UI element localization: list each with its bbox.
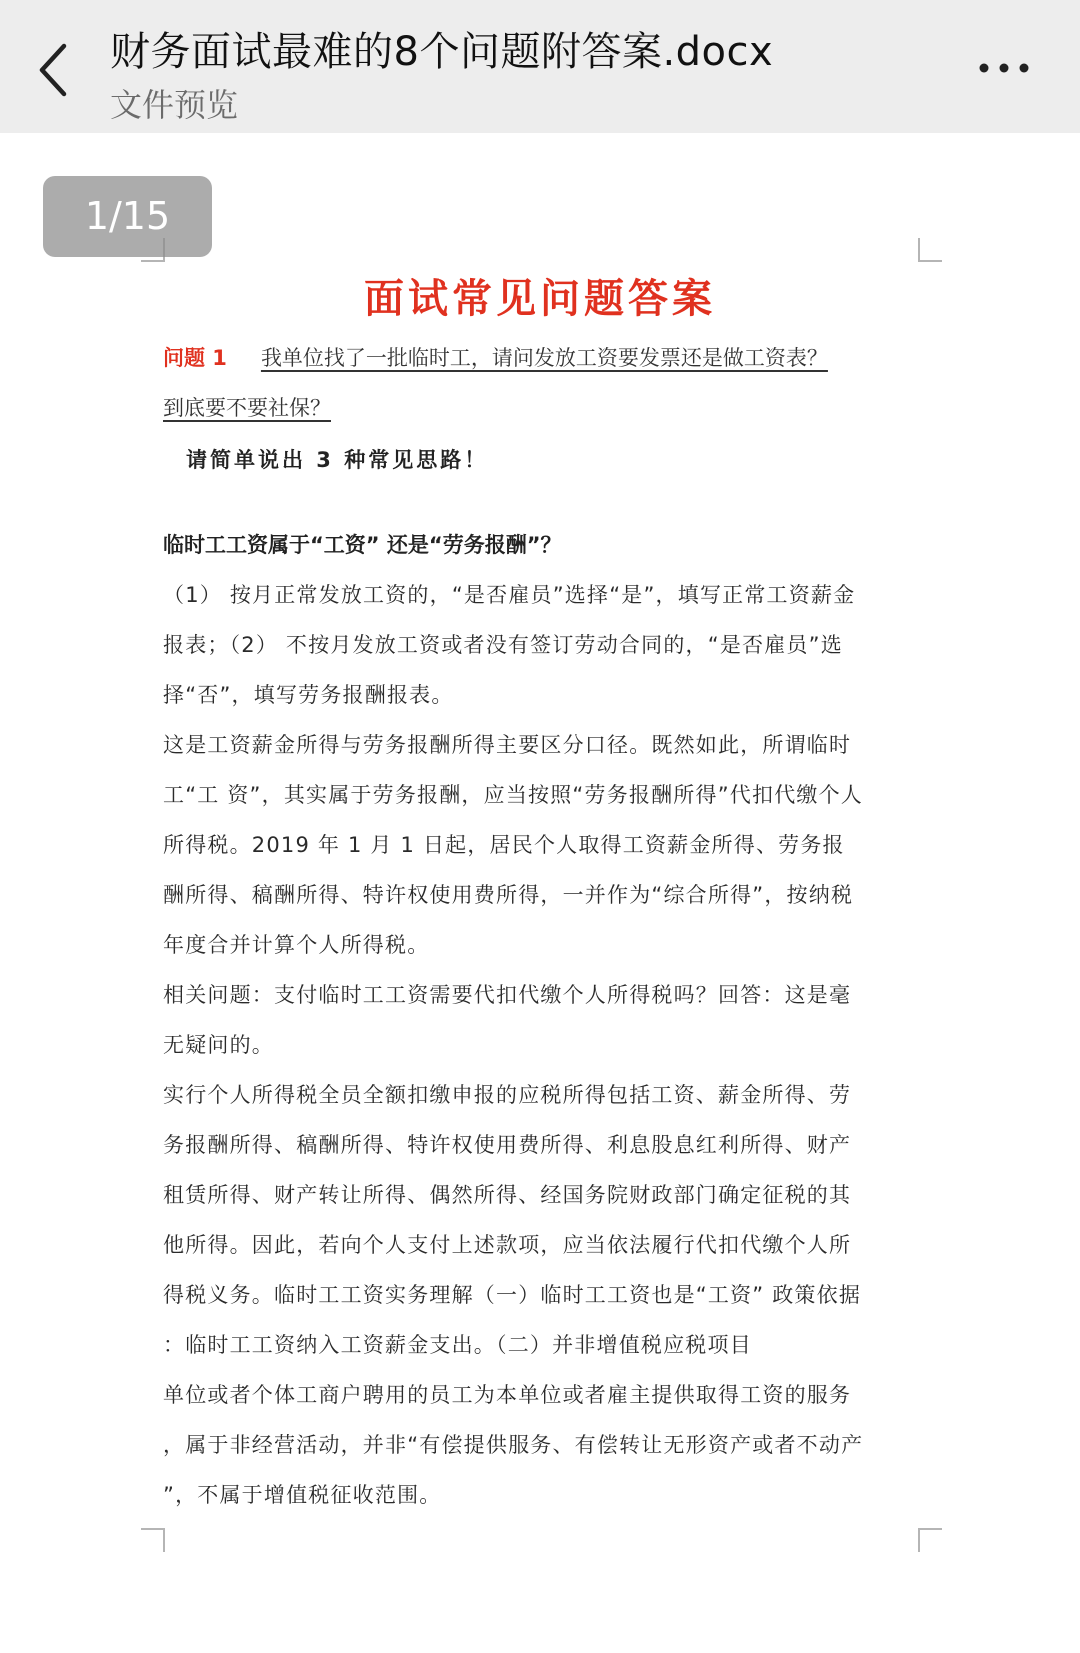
body-line: 择“否”，填写劳务报酬报表。 xyxy=(163,683,454,707)
margin-corner-top-right xyxy=(918,238,942,262)
document-title: 面试常见问题答案 xyxy=(364,276,716,322)
question-label: 问题 1 xyxy=(163,346,227,370)
body-line: 相关问题：支付临时工工资需要代扣代缴个人所得税吗？回答：这是毫 xyxy=(163,983,852,1007)
body-line: 酬所得、稿酬所得、特许权使用费所得，一并作为“综合所得”，按纳税 xyxy=(163,883,854,907)
body-line: 这是工资薪金所得与劳务报酬所得主要区分口径。既然如此，所谓临时 xyxy=(163,733,852,757)
question-line-1 xyxy=(163,342,828,372)
file-subtitle: 文件预览 xyxy=(110,86,239,124)
body-line: 所得税。2019 年 1 月 1 日起，居民个人取得工资薪金所得、劳务报 xyxy=(163,833,845,857)
body-line: 他所得。因此，若向个人支付上述款项，应当依法履行代扣代缴个人所 xyxy=(163,1233,852,1257)
margin-corner-bottom-right xyxy=(918,1528,942,1552)
body-line: （1） 按月正常发放工资的，“是否雇员”选择“是”，填写正常工资薪金 xyxy=(163,583,856,607)
prompt-text: 请简单说出 3 种常见思路！ xyxy=(186,448,489,472)
body-line: 租赁所得、财产转让所得、偶然所得、经国务院财政部门确定征税的其 xyxy=(163,1183,852,1207)
body-line: 单位或者个体工商户聘用的员工为本单位或者雇主提供取得工资的服务 xyxy=(163,1383,852,1407)
file-title: 财务面试最难的8个问题附答案.docx xyxy=(110,29,774,75)
body-line: 实行个人所得税全员全额扣缴申报的应税所得包括工资、薪金所得、劳 xyxy=(163,1083,852,1107)
app-header xyxy=(0,0,1080,133)
section-heading: 临时工工资属于“工资” 还是“劳务报酬”？ xyxy=(163,533,562,557)
body-line: ”，不属于增值税征收范围。 xyxy=(163,1483,442,1507)
more-dots-icon xyxy=(975,50,1035,86)
chevron-left-icon xyxy=(28,34,88,106)
page-indicator: 1/15 xyxy=(43,176,212,257)
question-text-1: 我单位找了一批临时工，请问发放工资要发票还是做工资表？ xyxy=(260,346,828,370)
body-line: 年度合并计算个人所得税。 xyxy=(163,933,430,957)
margin-corner-bottom-left xyxy=(141,1528,165,1552)
body-line: ，属于非经营活动，并非“有偿提供服务、有偿转让无形资产或者不动产 xyxy=(163,1433,864,1457)
body-line: 报表；（2） 不按月发放工资或者没有签订劳动合同的，“是否雇员”选 xyxy=(163,633,843,657)
question-text-2: 到底要不要社保？ xyxy=(163,396,331,420)
more-button[interactable] xyxy=(975,50,1035,86)
body-line: 工“工 资”，其实属于劳务报酬，应当按照“劳务报酬所得”代扣代缴个人 xyxy=(163,783,863,807)
body-line: 无疑问的。 xyxy=(163,1033,274,1057)
back-button[interactable] xyxy=(28,34,88,106)
body-line: ：临时工工资纳入工资薪金支出。（二）并非增值税应税项目 xyxy=(163,1333,752,1357)
body-line: 务报酬所得、稿酬所得、特许权使用费所得、利息股息红利所得、财产 xyxy=(163,1133,852,1157)
body-line: 得税义务。临时工工资实务理解（一）临时工工资也是“工资” 政策依据 xyxy=(163,1283,862,1307)
question-line-2 xyxy=(163,392,331,422)
